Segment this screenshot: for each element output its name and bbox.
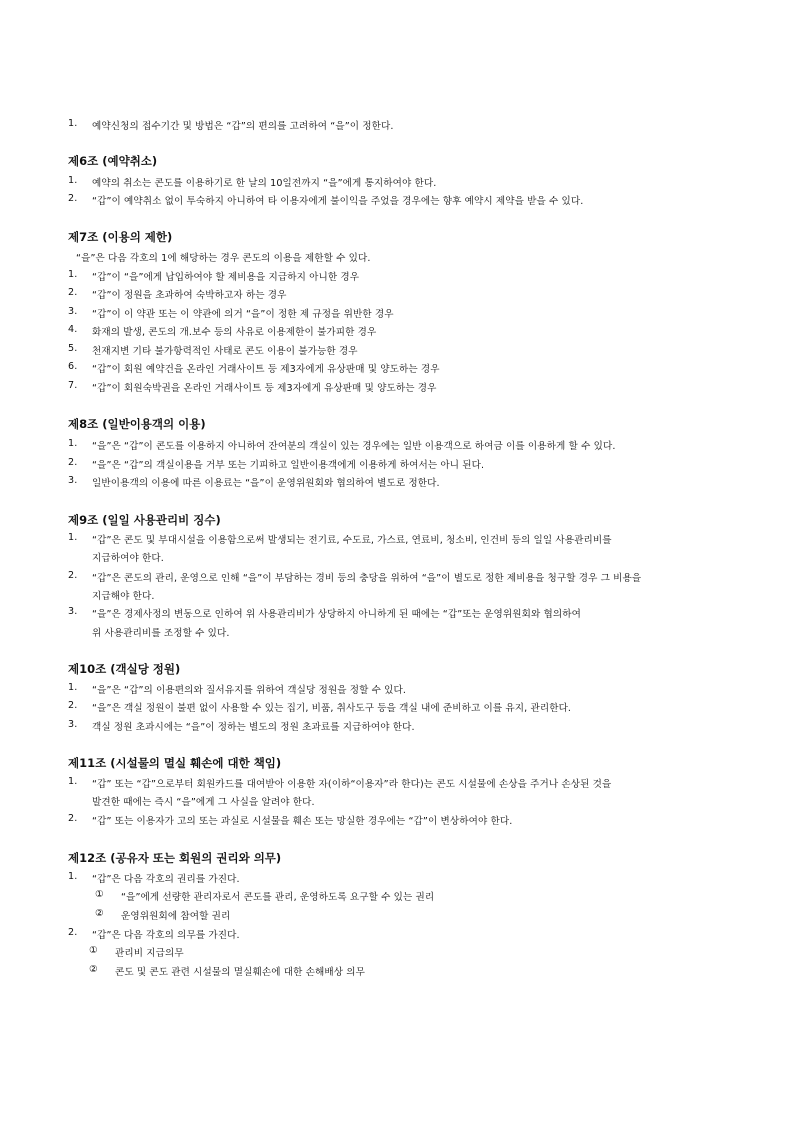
item-number: 3.	[68, 306, 78, 317]
item-text: “을”은 “갑”의 이용편의와 질서유지를 위하여 객실당 정원을 정할 수 있다.	[92, 685, 407, 696]
sub-item-number: ②	[95, 908, 104, 919]
item-text-continued: 발견한 때에는 즉시 “을”에게 그 사실을 알려야 한다.	[92, 797, 315, 808]
item-text: “갑”이 이 약관 또는 이 약관에 의거 “을”이 정한 제 규정을 위반한 경우	[92, 309, 394, 320]
item-number: 1.	[68, 682, 78, 693]
item-number: 2.	[68, 813, 78, 824]
article-6-heading: 제6조 (예약취소)	[68, 154, 158, 168]
sub-item-text: 관리비 지급의무	[115, 948, 184, 959]
item-number: 3.	[68, 475, 78, 486]
item-number: 3.	[68, 719, 78, 730]
item-number: 2.	[68, 927, 78, 938]
item-text: “갑”은 콘도 및 부대시설을 이용함으로써 발생되는 전기료, 수도료, 가스료, 연료비, 청소비, 인건비 등의 일일 사용관리비를	[92, 535, 612, 546]
article-12-heading: 제12조 (공유자 또는 회원의 권리와 의무)	[68, 851, 282, 865]
article-9-heading: 제9조 (일일 사용관리비 징수)	[68, 513, 221, 527]
item-text: 객실 정원 초과시에는 “을”이 정하는 별도의 정원 초과료를 지급하여야 한다.	[92, 722, 415, 733]
sub-item-number: ①	[95, 889, 104, 900]
item-text: “갑”이 예약취소 없이 투숙하지 아니하여 타 이용자에게 불이익을 주었을 경우에는 향후 예약시 제약을 받을 수 있다.	[92, 196, 584, 207]
item-number: 5.	[68, 343, 78, 354]
item-number: 7.	[68, 380, 78, 391]
item-text: “갑”이 회원숙박권을 온라인 거래사이트 등 제3자에게 유상판매 및 양도하는 경우	[92, 383, 437, 394]
sub-item-text: “을”에게 선량한 관리자로서 콘도를 관리, 운영하도록 요구할 수 있는 권리	[121, 892, 435, 903]
sub-item-number: ①	[89, 945, 98, 956]
item-text: “을”은 “갑”이 콘도를 이용하지 아니하여 잔여분의 객실이 있는 경우에는 일반 이용객으로 하여금 이를 이용하게 할 수 있다.	[92, 441, 616, 452]
item-text: 예약신청의 접수기간 및 방법은 “갑”의 편의를 고려하여 “을”이 정한다.	[92, 121, 394, 132]
article-10-heading: 제10조 (객실당 정원)	[68, 662, 181, 676]
item-text: 일반이용객의 이용에 따른 이용료는 “을”이 운영위원회와 협의하여 별도로 정한다.	[92, 478, 440, 489]
item-text-continued: 지급해야 한다.	[92, 591, 155, 602]
item-number: 3.	[68, 606, 78, 617]
item-number: 2.	[68, 570, 78, 581]
item-text: “갑”은 다음 각호의 권리를 가진다.	[92, 874, 240, 885]
item-number: 1.	[68, 269, 78, 280]
item-text-continued: 위 사용관리비를 조정할 수 있다.	[92, 628, 230, 639]
item-number: 2.	[68, 287, 78, 298]
item-text: “갑”은 콘도의 관리, 운영으로 인해 “을”이 부담하는 경비 등의 충당을 위하여 “을”이 별도로 정한 제비용을 청구할 경우 그 비용을	[92, 573, 642, 584]
sub-item-text: 콘도 및 콘도 관련 시설물의 멸실훼손에 대한 손해배상 의무	[115, 967, 366, 978]
item-text: “갑” 또는 “갑”으로부터 회원카드를 대여받아 이용한 자(이하“이용자”라 한다)는 콘도 시설물에 손상을 주거나 손상된 것을	[92, 779, 612, 790]
item-number: 1.	[68, 118, 78, 129]
item-number: 1.	[68, 776, 78, 787]
item-number: 1.	[68, 871, 78, 882]
sub-item-text: 운영위원회에 참여할 권리	[121, 911, 231, 922]
item-text-continued: 지급하여야 한다.	[92, 553, 164, 564]
sub-item-number: ②	[89, 964, 98, 975]
item-number: 4.	[68, 324, 78, 335]
item-text: “을”은 경제사정의 변동으로 인하여 위 사용관리비가 상당하지 아니하게 된 때에는 “갑”또는 운영위원회와 협의하여	[92, 609, 581, 620]
item-number: 2.	[68, 193, 78, 204]
item-text: “갑”은 다음 각호의 의무를 가진다.	[92, 930, 240, 941]
article-11-heading: 제11조 (시설물의 멸실 훼손에 대한 책임)	[68, 756, 282, 770]
item-number: 1.	[68, 175, 78, 186]
item-text: “을”은 객실 정원이 불편 없이 사용할 수 있는 집기, 비품, 취사도구 등을 객실 내에 준비하고 이를 유지, 관리한다.	[92, 703, 572, 714]
item-text: 화재의 발생, 콘도의 개.보수 등의 사유로 이용제한이 불가피한 경우	[92, 327, 377, 338]
item-number: 2.	[68, 457, 78, 468]
item-text: “갑”이 “을”에게 납입하여야 할 제비용을 지급하지 아니한 경우	[92, 272, 360, 283]
item-text: “갑” 또는 이용자가 고의 또는 과실로 시설물을 훼손 또는 망실한 경우에는 “갑”이 변상하여야 한다.	[92, 816, 513, 827]
item-text: “을”은 “갑”의 객실이용을 거부 또는 기피하고 일반이용객에게 이용하게 하여서는 아니 된다.	[92, 460, 485, 471]
item-text: 천재지변 기타 불가항력적인 사태로 콘도 이용이 불가능한 경우	[92, 346, 358, 357]
article-7-heading: 제7조 (이용의 제한)	[68, 230, 173, 244]
item-text: “갑”이 정원을 초과하여 숙박하고자 하는 경우	[92, 290, 287, 301]
item-number: 2.	[68, 700, 78, 711]
item-text: 예약의 취소는 콘도를 이용하기로 한 날의 10일전까지 “을”에게 통지하여야 한다.	[92, 178, 437, 189]
item-number: 1.	[68, 532, 78, 543]
item-number: 1.	[68, 438, 78, 449]
item-number: 6.	[68, 361, 78, 372]
intro-text: “을”은 다음 각호의 1에 해당하는 경우 콘도의 이용을 제한할 수 있다.	[76, 253, 371, 264]
article-8-heading: 제8조 (일반이용객의 이용)	[68, 417, 206, 431]
item-text: “갑”이 회원 예약건을 온라인 거래사이트 등 제3자에게 유상판매 및 양도하는 경우	[92, 364, 440, 375]
